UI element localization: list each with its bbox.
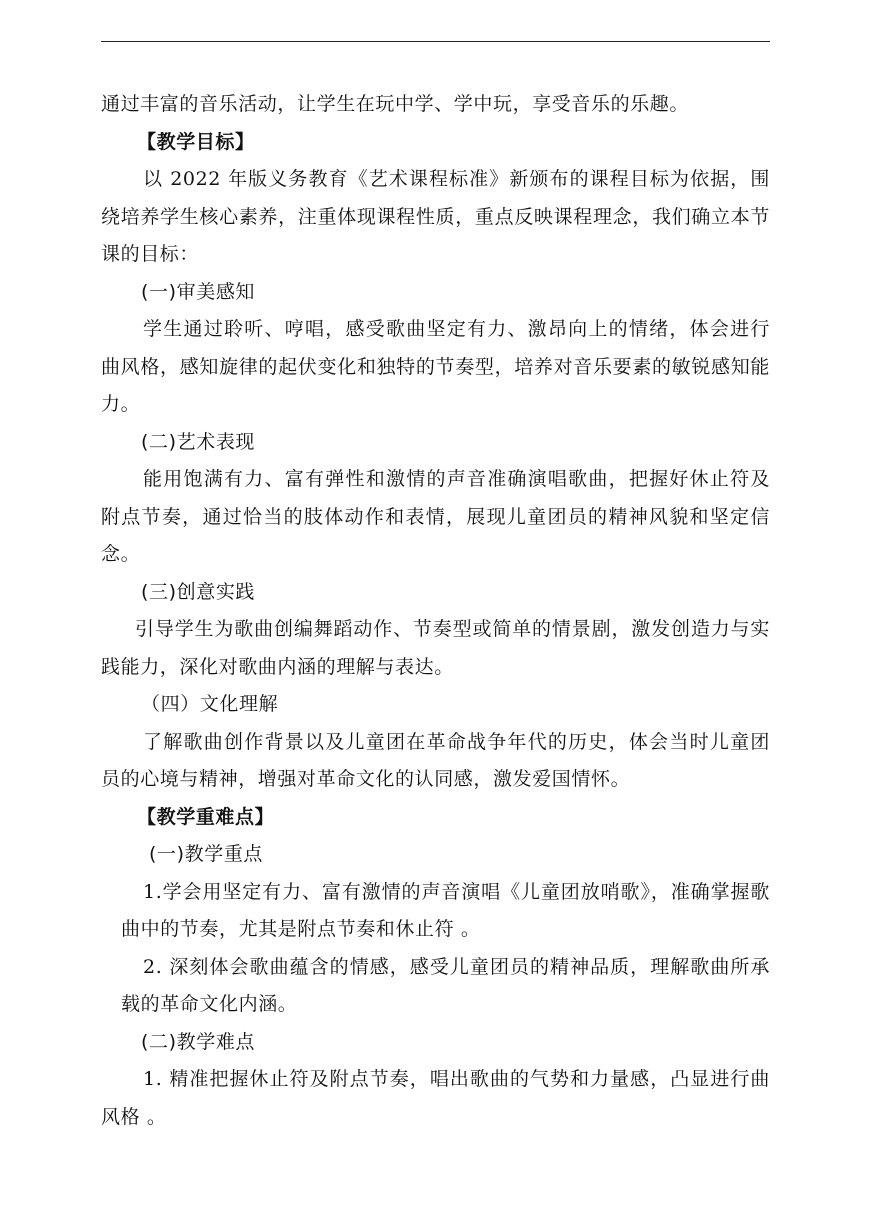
paragraph-artistic-expression: 能用饱满有力、富有弹性和激情的声音准确演唱歌曲，把握好休止符及附点节奏，通过恰当的肢体动作和表情，展现儿童团员的精神风貌和坚定信念。 — [101, 468, 770, 565]
heading-difficult-points: (二)教学难点 — [141, 1030, 256, 1053]
heading-artistic-expression: (二)艺术表现 — [141, 430, 256, 453]
paragraph-goals-basis: 以 2022 年版义务教育《艺术课程标准》新颁布的课程目标为依据，围绕培养学生核心素养，注重体现课程性质，重点反映课程理念，我们确立本节课的目标： — [101, 168, 770, 265]
document-body — [101, 86, 770, 1136]
paragraph-cultural-understanding: 了解歌曲创作背景以及儿童团在革命战争年代的历史，体会当时儿童团员的心境与精神，增强对革命文化的认同感，激发爱国情怀。 — [101, 730, 770, 790]
heading-key-difficult-points: 【教学重难点】 — [137, 805, 275, 828]
paragraph-key-point-2: 2. 深刻体会歌曲蕴含的情感，感受儿童团员的精神品质，理解歌曲所承载的革命文化内涵。 — [121, 955, 770, 1015]
heading-creative-practice: (三)创意实践 — [141, 580, 256, 603]
paragraph-intro: 通过丰富的音乐活动，让学生在玩中学、学中玩，享受音乐的乐趣。 — [101, 93, 690, 115]
heading-cultural-understanding: （四）文化理解 — [141, 693, 279, 715]
header-rule — [101, 41, 770, 42]
heading-aesthetic-perception: (一)审美感知 — [141, 280, 256, 303]
paragraph-aesthetic-perception: 学生通过聆听、哼唱，感受歌曲坚定有力、激昂向上的情绪，体会进行曲风格，感知旋律的起伏变化和独特的节奏型，培养对音乐要素的敏锐感知能力。 — [101, 318, 770, 415]
paragraph-creative-practice: 引导学生为歌曲创编舞蹈动作、节奏型或简单的情景剧，激发创造力与实践能力，深化对歌曲内涵的理解与表达。 — [101, 618, 770, 678]
heading-key-points: (一)教学重点 — [149, 843, 264, 865]
heading-teaching-goals: 【教学目标】 — [137, 130, 255, 153]
paragraph-key-point-1: 1.学会用坚定有力、富有激情的声音演唱《儿童团放哨歌》，准确掌握歌曲中的节奏，尤其是附点节奏和休止符 。 — [121, 880, 770, 940]
paragraph-difficult-point-1: 1. 精准把握休止符及附点节奏，唱出歌曲的气势和力量感，凸显进行曲风格 。 — [101, 1068, 770, 1128]
